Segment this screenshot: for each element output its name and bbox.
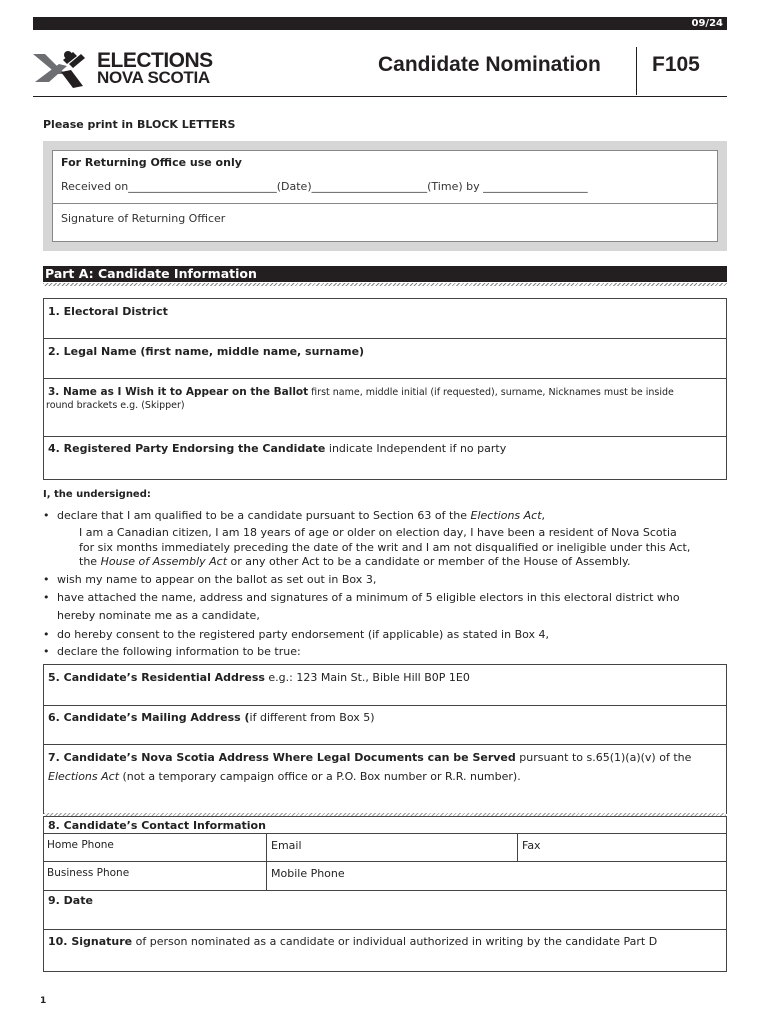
declaration-item-1-line2: I am a Canadian citizen, I am 18 years of age or older on election day, I have been a resident of Nova Scotia [79, 526, 677, 539]
returning-office-title: For Returning Office use only [61, 156, 242, 169]
box10-label: 10. Signature [48, 935, 133, 948]
part-a-heading: Part A: Candidate Information [43, 266, 727, 282]
box10-hint: of person nominated as a candidate or individual authorized in writing by the candidate Part D [132, 935, 658, 948]
header-bar [33, 17, 727, 30]
box6-hint: if different from Box 5) [249, 711, 375, 724]
box8-label: 8. Candidate’s Contact Information [48, 819, 266, 832]
box6-label: 6. Candidate’s Mailing Address ( [48, 711, 250, 724]
business-phone-label: Business Phone [47, 867, 130, 879]
logo-text-line2: NOVA SCOTIA [97, 68, 210, 87]
logo-mark-icon [33, 48, 93, 90]
fax-field[interactable] [517, 833, 727, 862]
box7-hint: pursuant to s.65(1)(a)(v) of the [515, 751, 692, 764]
version-label: 09/24 [691, 18, 723, 29]
legal-name-field[interactable] [43, 338, 727, 379]
home-phone-label: Home Phone [47, 839, 114, 851]
returning-officer-signature-field[interactable]: Signature of Returning Officer [61, 212, 226, 225]
box5-hint: e.g.: 123 Main St., Bible Hill B0P 1E0 [264, 671, 470, 684]
box4-hint: indicate Independent if no party [325, 442, 507, 455]
part-a-hatch [43, 283, 727, 286]
mobile-phone-label: Mobile Phone [271, 867, 345, 880]
date-field[interactable] [43, 890, 727, 930]
electoral-district-field[interactable] [43, 298, 727, 339]
box9-label: 9. Date [48, 894, 93, 907]
received-on-line[interactable]: Received on___________________________(Date)_____________________(Time) by ___________________ [61, 180, 588, 193]
business-phone-field[interactable] [43, 861, 267, 891]
undersigned-heading: I, the undersigned: [43, 489, 151, 500]
box7-label: 7. Candidate’s Nova Scotia Address Where Legal Documents can be Served [48, 751, 516, 764]
box4-label: 4. Registered Party Endorsing the Candidate [48, 442, 326, 455]
mobile-phone-field[interactable] [266, 861, 727, 891]
box3-hint-line2: round brackets e.g. (Skipper) [46, 400, 185, 411]
logo-text-line1: ELECTIONS [97, 49, 213, 72]
email-field[interactable] [266, 833, 518, 862]
residential-address-field[interactable] [43, 664, 727, 706]
elections-nova-scotia-logo [33, 48, 213, 90]
legal-documents-address-field[interactable] [43, 744, 727, 814]
box2-label: 2. Legal Name (first name, middle name, surname) [48, 345, 365, 358]
box3-hint: first name, middle initial (if requested), surname, Nicknames must be inside [308, 387, 674, 398]
fax-label: Fax [522, 839, 541, 852]
ballot-name-field[interactable] [43, 378, 727, 437]
email-label: Email [271, 839, 302, 852]
page-number: 1 [40, 996, 47, 1006]
declaration-item-3-line2: hereby nominate me as a candidate, [57, 609, 260, 622]
box3-label: 3. Name as I Wish it to Appear on the Ballot [48, 386, 309, 398]
returning-office-divider [52, 203, 718, 204]
box1-label: 1. Electoral District [48, 305, 168, 318]
declaration-item-1-line3: for six months immediately preceding the date of the writ and I am not disqualified or ineligible under this Act, [79, 541, 691, 554]
signature-field[interactable] [43, 929, 727, 972]
mailing-address-field[interactable] [43, 705, 727, 745]
header-rule [33, 96, 727, 97]
home-phone-field[interactable] [43, 833, 267, 862]
declaration-item-1-line4: the House of Assembly Act or any other Act to be a candidate or member of the House of Assembly. [79, 555, 631, 568]
box7-hint-line2: Elections Act (not a temporary campaign office or a P.O. Box number or R.R. number). [48, 770, 521, 783]
print-instructions: Please print in BLOCK LETTERS [43, 118, 236, 131]
registered-party-field[interactable] [43, 436, 727, 480]
title-divider [636, 47, 637, 95]
box5-label: 5. Candidate’s Residential Address [48, 671, 265, 684]
document-title: Candidate Nomination [378, 53, 601, 76]
form-code: F105 [652, 53, 700, 76]
